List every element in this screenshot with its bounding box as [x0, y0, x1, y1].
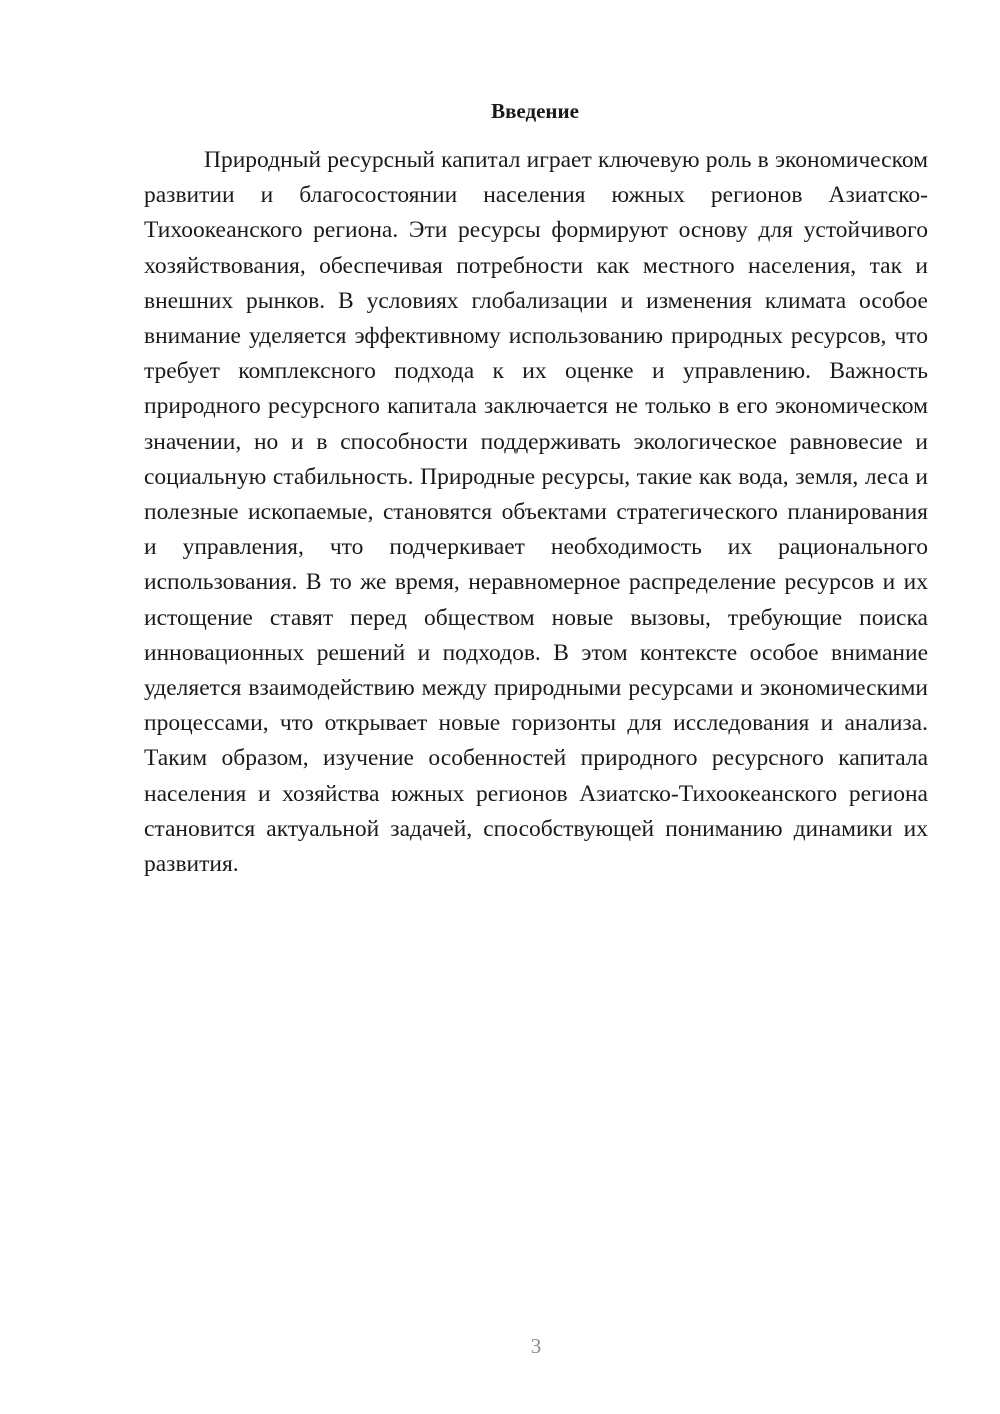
page-number: 3 [530, 1334, 542, 1358]
section-heading: Введение [491, 99, 579, 123]
body-paragraph: Природный ресурсный капитал играет ключевую роль в экономическом развитии и благосостоянии населения южных регионов Азиатско-Тихоокеанского региона. Эти ресурсы формируют основу для устойчивого хозяйствования, обеспечивая потребности как местного населения, так и внешних рынков. В условиях глобализации и изменения климата особое внимание уделяется эффективному использованию природных ресурсов, что требует комплексного подхода к их оценке и управлению. Важность природного ресурсного капитала заключается не только в его экономическом значении, но и в способности поддерживать экологическое равновесие и социальную стабильность. Природные ресурсы, такие как вода, земля, леса и полезные ископаемые, становятся объектами стратегического планирования и управления, что подчеркивает необходимость их рационального использования. В то же время, неравномерное распределение ресурсов и их истощение ставят перед обществом новые вызовы, требующие поиска инновационных решений и подходов. В этом контексте особое внимание уделяется взаимодействию между природными ресурсами и экономическими процессами, что открывает новые горизонты для исследования и анализа. Таким образом, изучение особенностей природного ресурсного капитала населения и хозяйства южных регионов Азиатско-Тихоокеанского региона становится актуальной задачей, способствующей пониманию динамики их развития. [144, 147, 928, 878]
